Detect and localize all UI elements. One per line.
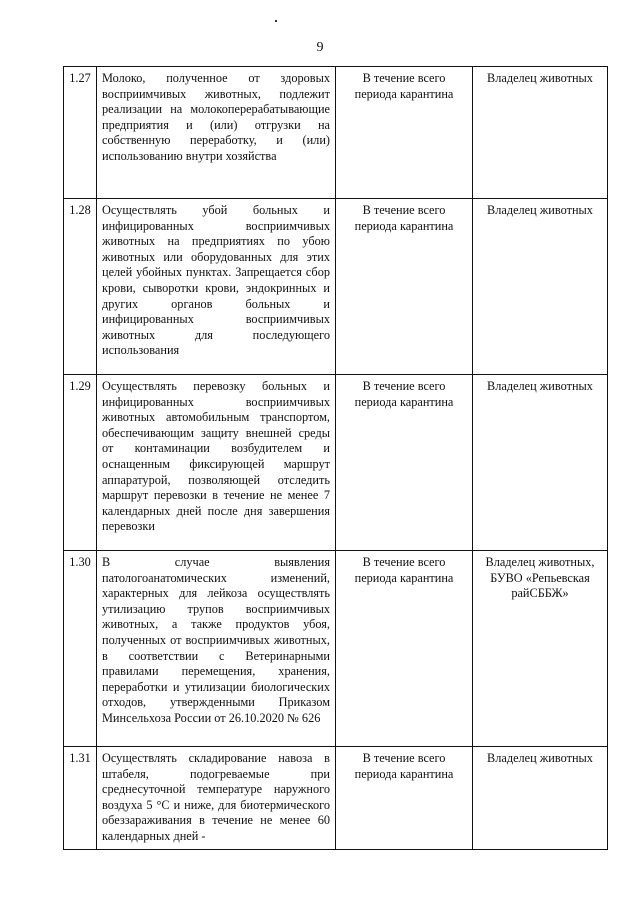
table-row [64, 551, 608, 747]
scan-speck [275, 20, 277, 22]
measure-description: Осуществлять складирование навоза в штабеля, подогреваемые при среднесуточной температуре наружного воздуха 5 °С и ниже, для биотермического обеззараживания в течение не менее 60 календарных дней - [97, 747, 336, 850]
table-row [64, 199, 608, 375]
measure-term: В течение всего периода карантина [336, 551, 473, 747]
table-row [64, 747, 608, 850]
measures-table [63, 66, 608, 850]
table-row [64, 375, 608, 551]
page-number: 9 [316, 40, 324, 55]
measure-description: Молоко, полученное от здоровых восприимчивых животных, подлежит реализации на молокоперерабатывающие предприятия и (или) отгрузки на собственную переработку, и (или) использованию внутри хозяйства [97, 67, 336, 199]
row-number: 1.28 [64, 199, 97, 375]
measure-description: Осуществлять убой больных и инфицированных восприимчивых животных на предприятиях по убою животных или оборудованных для этих целей убойных пунктах. Запрещается сбор крови, сыворотки крови, эндокринных и других органов больных и инфицированных восприимчивых животных для последующего использования [97, 199, 336, 375]
measure-description: Осуществлять перевозку больных и инфицированных восприимчивых животных автомобильным транспортом, обеспечивающим защиту внешней среды от контаминации возбудителем и оснащенным фиксирующей маршрут аппаратурой, позволяющей отследить маршрут перевозки в течение не менее 7 календарных дней после дня завершения перевозки [97, 375, 336, 551]
measure-term: В течение всего периода карантина [336, 199, 473, 375]
row-number: 1.27 [64, 67, 97, 199]
row-number: 1.29 [64, 375, 97, 551]
measure-term: В течение всего периода карантина [336, 747, 473, 850]
measure-responsible: Владелец животных [473, 67, 608, 199]
measure-responsible: Владелец животных [473, 199, 608, 375]
row-number: 1.31 [64, 747, 97, 850]
measure-responsible: Владелец животных [473, 375, 608, 551]
measure-term: В течение всего периода карантина [336, 67, 473, 199]
table-row [64, 67, 608, 199]
row-number: 1.30 [64, 551, 97, 747]
measure-description: В случае выявления патологоанатомических изменений, характерных для лейкоза осуществлять утилизацию трупов восприимчивых животных, а также продуктов убоя, полученных от восприимчивых животных, в соответствии с Ветеринарными правилами перемещения, хранения, переработки и утилизации биологических отходов, утвержденными Приказом Минсельхоза России от 26.10.2020 № 626 [97, 551, 336, 747]
measure-term: В течение всего периода карантина [336, 375, 473, 551]
measure-responsible: Владелец животных, БУВО «Репьевская райСББЖ» [473, 551, 608, 747]
measure-responsible: Владелец животных [473, 747, 608, 850]
